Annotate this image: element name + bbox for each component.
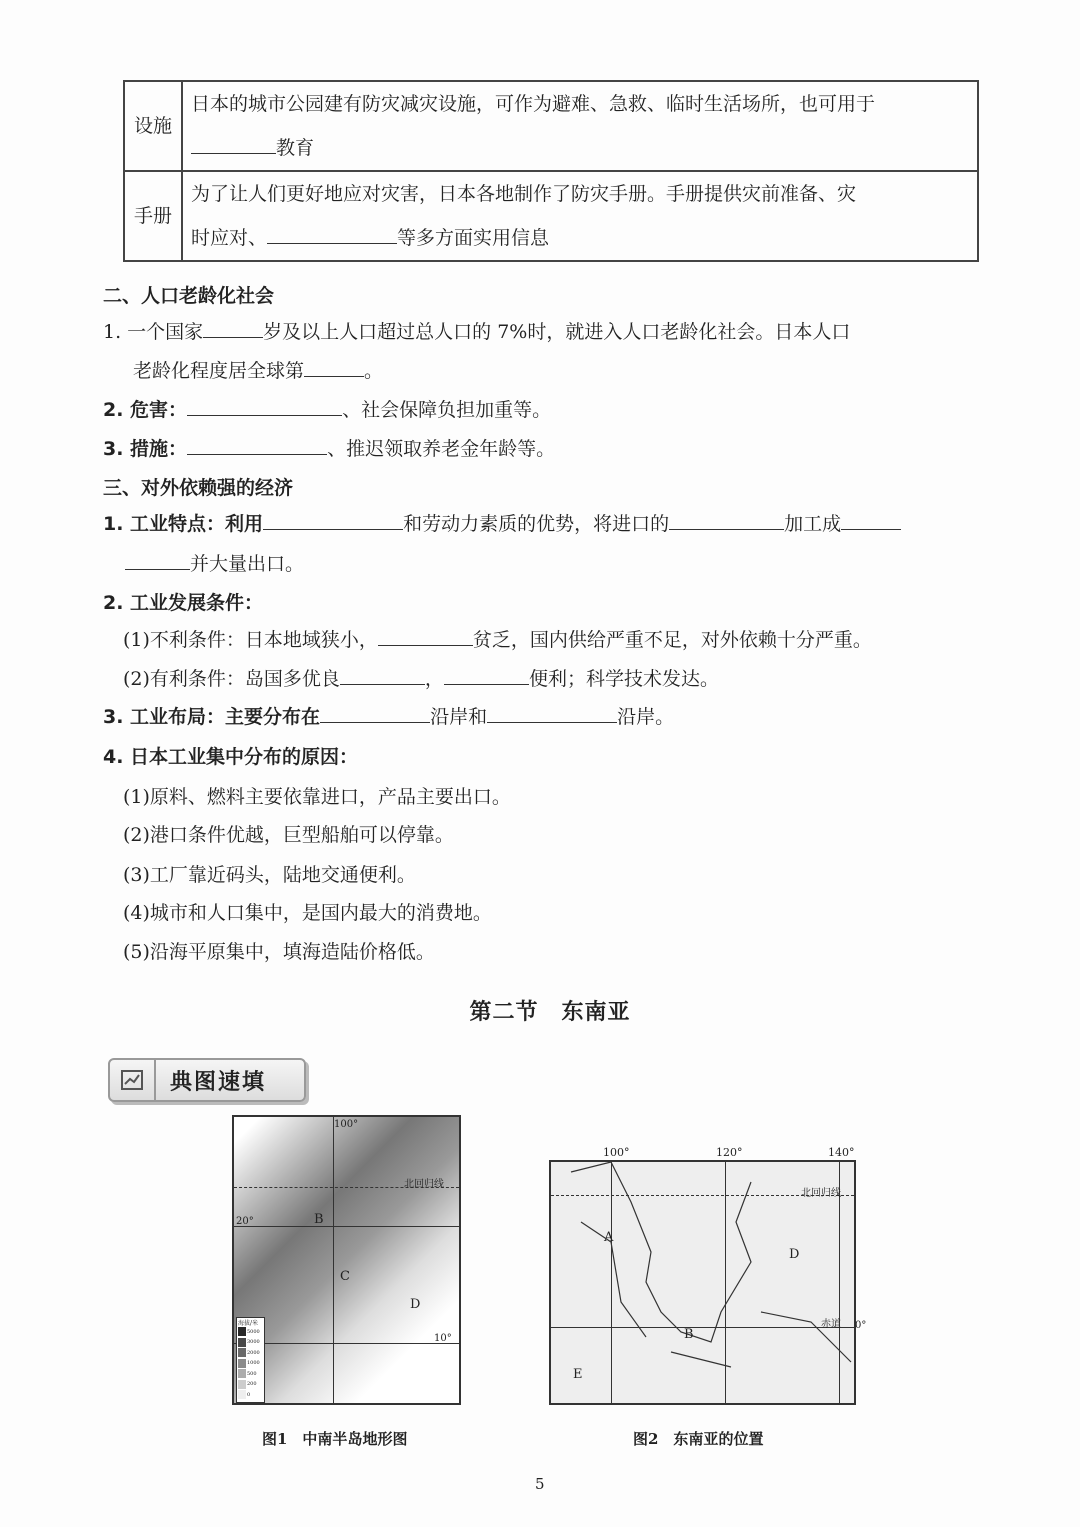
question-line [103,704,674,730]
text: 1. 工业特点：利用 [103,513,264,535]
row-head: 设施 [124,81,182,171]
legend-item [238,1327,260,1336]
figure-badge [108,1058,306,1102]
text: 3. 措施： [103,438,188,460]
map-label: B [684,1327,694,1342]
lat-label: 20° [236,1216,254,1227]
row-text: 时应对、 [191,227,268,249]
row-text: 教育 [276,137,315,159]
fill-blank[interactable] [669,511,784,530]
question-line: 4. 日本工业集中分布的原因： [103,746,359,768]
fill-blank[interactable] [841,511,901,530]
section-heading: 二、人口老龄化社会 [103,285,275,307]
text: ， [424,668,444,690]
tropic-label: 北回归线 [801,1188,841,1199]
legend-item [238,1380,257,1389]
map-label: C [340,1269,350,1284]
fill-blank[interactable] [487,704,617,723]
badge-label: 典图速填 [170,1069,267,1095]
fill-blank[interactable] [267,225,397,244]
lat-label: 10° [434,1333,452,1344]
parallel-line [234,1226,459,1227]
legend-swatch [238,1359,246,1368]
fill-blank[interactable] [187,397,342,416]
fill-blank[interactable] [125,551,190,570]
legend-swatch [238,1369,246,1378]
legend-value: 1000 [247,1360,260,1366]
reason-item: (3)工厂靠近码头，陆地交通便利。 [123,864,416,886]
legend-swatch [238,1380,246,1389]
fill-blank[interactable] [320,704,430,723]
row-content [182,171,978,261]
map-label: E [573,1367,583,1382]
fill-blank[interactable] [378,627,473,646]
row-content [182,81,978,171]
text: 。 [364,360,384,382]
map-label: D [410,1297,421,1312]
question-line [103,397,551,423]
question-line: 2. 工业发展条件： [103,592,264,614]
disaster-table [123,80,979,262]
legend-item [238,1369,257,1378]
text: 加工成 [784,513,842,535]
fill-blank[interactable] [340,666,425,685]
legend-value: 2000 [247,1349,260,1356]
parallel-line [234,1343,459,1344]
legend-swatch [238,1338,246,1347]
figure2-location-map [549,1160,867,1405]
text: 贫乏，国内供给严重不足，对外依赖十分严重。 [472,629,872,651]
legend-swatch [238,1327,246,1336]
fill-blank[interactable] [444,666,529,685]
lon-label: 100° [334,1119,359,1130]
question-line [125,551,304,577]
chart-icon [110,1060,156,1100]
reason-item: (4)城市和人口集中，是国内最大的消费地。 [123,902,492,924]
row-head: 手册 [124,171,182,261]
map-label: B [314,1212,324,1227]
row-text: 为了让人们更好地应对灾害，日本各地制作了防灾手册。手册提供灾前准备、灾 [191,183,857,205]
legend-value: 5000 [247,1328,260,1335]
figure2-caption: 图2 东南亚的位置 [633,1430,764,1448]
legend-value: 3000 [247,1339,260,1345]
question-line [133,358,383,384]
legend-item [238,1348,260,1357]
legend-value: 200 [247,1381,257,1387]
row-text: 日本的城市公园建有防灾减灾设施，可作为避难、急救、临时生活场所，也可用于 [191,93,876,115]
text: (1)不利条件：日本地域狭小， [123,629,378,651]
text: (2)有利条件：岛国多优良 [123,668,340,690]
figure1-terrain-map [232,1115,461,1405]
question-line [103,511,901,537]
fill-blank[interactable] [263,511,403,530]
question-line [103,436,555,462]
fill-blank[interactable] [187,436,327,455]
reason-item: (1)原料、燃料主要依靠进口，产品主要出口。 [123,786,511,808]
fill-blank[interactable] [304,358,364,377]
lat-label: 0° [855,1320,867,1331]
legend-value: 0 [247,1391,251,1398]
equator-label: 赤道 [821,1319,841,1330]
text: 和劳动力素质的优势，将进口的 [403,513,670,535]
row-text: 等多方面实用信息 [397,227,550,249]
fill-blank[interactable] [191,135,276,154]
reason-item: (2)港口条件优越，巨型船舶可以停靠。 [123,824,454,846]
section-heading: 三、对外依赖强的经济 [103,477,294,499]
legend-swatch [238,1390,246,1399]
text: 2. 危害： [103,399,188,421]
question-line [103,319,850,345]
page-number: 5 [535,1475,545,1493]
legend-item [238,1338,260,1347]
lon-label: 140° [828,1146,855,1159]
question-line [123,627,872,653]
lon-label: 100° [603,1146,630,1159]
reason-item: (5)沿海平原集中，填海造陆价格低。 [123,941,435,963]
table-row [124,81,978,171]
text: 岁及以上人口超过总人口的 7%时，就进入人口老龄化社会。日本人口 [263,321,851,343]
legend-swatch [238,1348,246,1357]
text: 1. 一个国家 [103,321,204,343]
table-row [124,171,978,261]
text: 并大量出口。 [190,553,305,575]
section-title: 第二节 东南亚 [469,999,631,1025]
text: 老龄化程度居全球第 [133,360,305,382]
legend-title: 海拔/米 [238,1320,259,1327]
lon-label: 120° [716,1146,743,1159]
meridian-line [333,1117,334,1403]
text: 3. 工业布局：主要分布在 [103,706,321,728]
text: 便利；科学技术发达。 [528,668,719,690]
legend-item [238,1390,250,1399]
text: 、推迟领取养老金年龄等。 [327,438,556,460]
figure1-caption: 图1 中南半岛地形图 [262,1430,408,1448]
map-label: D [789,1247,800,1262]
elevation-legend [236,1317,265,1403]
fill-blank[interactable] [203,319,263,338]
tropic-label: 北回归线 [404,1179,444,1190]
question-line [123,666,719,692]
map-label: A [604,1230,614,1245]
text: 、社会保障负担加重等。 [342,399,552,421]
text: 沿岸和 [430,706,488,728]
legend-value: 500 [247,1370,257,1377]
legend-item [238,1359,260,1368]
text: 沿岸。 [617,706,675,728]
